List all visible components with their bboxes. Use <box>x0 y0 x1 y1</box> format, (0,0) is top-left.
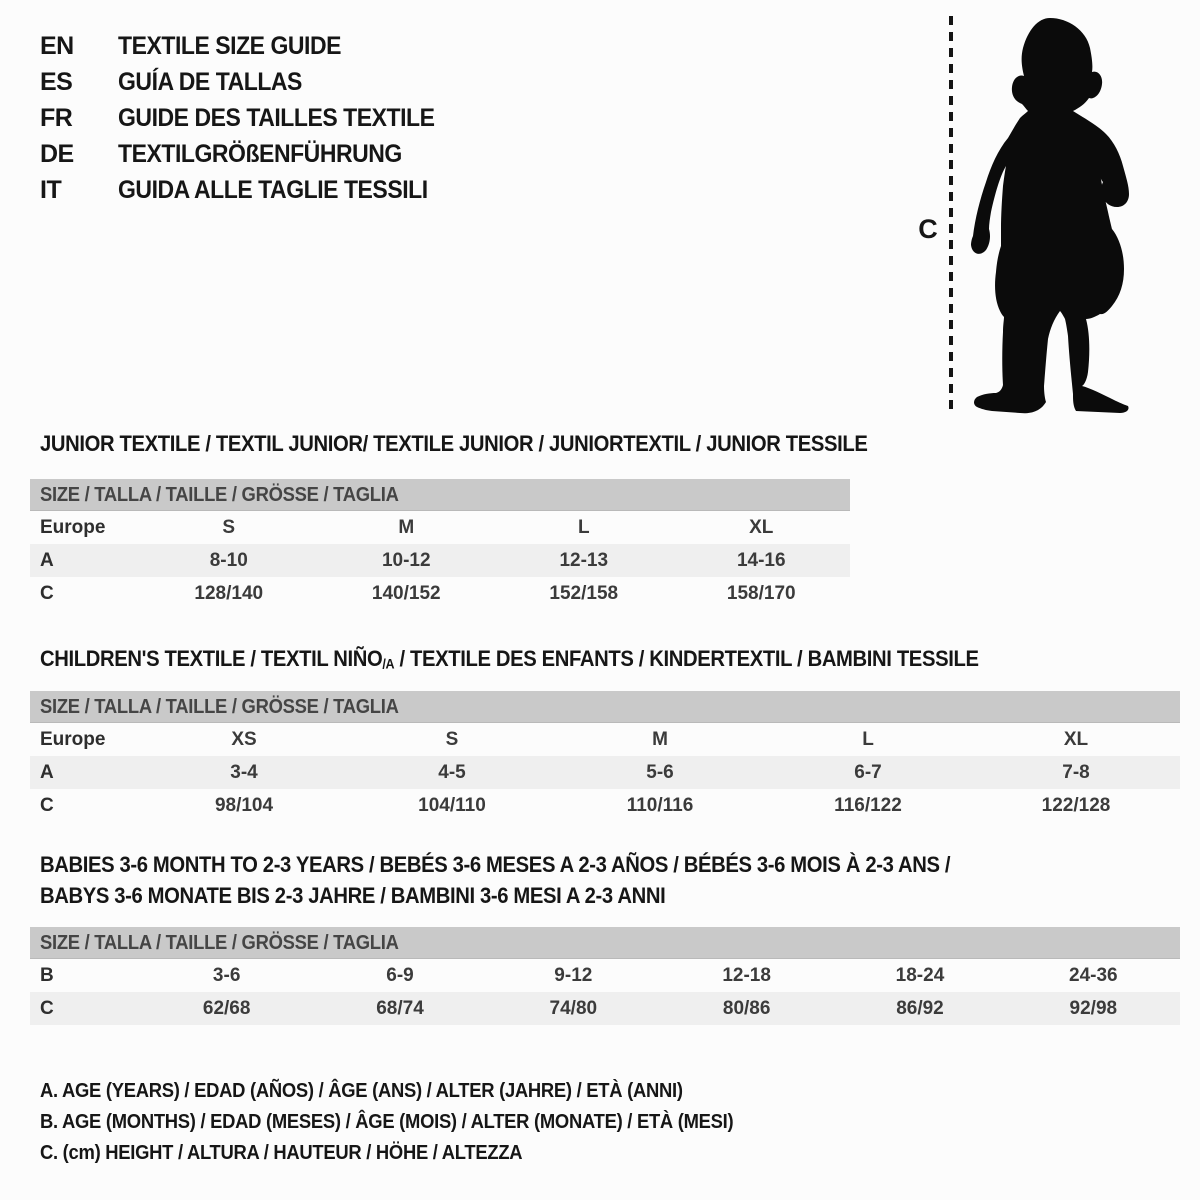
cell-value: 68/74 <box>376 997 424 1019</box>
cell-value: 74/80 <box>549 997 598 1019</box>
children-size-table <box>30 691 1180 822</box>
cell-value: 98/104 <box>214 794 274 816</box>
cell-value: 14-16 <box>736 549 786 571</box>
language-code: ES <box>40 67 73 96</box>
row-label: A <box>40 761 54 783</box>
legend-line-c-text: C. (cm) HEIGHT / ALTURA / HAUTEUR / HÖHE / ALTEZZA <box>40 1142 523 1164</box>
legend-line-b <box>40 1107 794 1138</box>
height-measure-dashed-line <box>949 16 953 416</box>
guide-title-fr: GUIDE DES TAILLES TEXTILE <box>118 103 435 132</box>
row-label: B <box>40 964 54 986</box>
junior-row-c <box>30 577 850 610</box>
cell-value: 92/98 <box>1069 997 1118 1019</box>
children-title-pre: CHILDREN'S TEXTILE / TEXTIL NIÑO <box>40 646 383 671</box>
cell-value: 3-6 <box>212 964 241 986</box>
children-title-subscript: /A <box>382 656 395 672</box>
column-header-xl: XL <box>1063 728 1089 750</box>
language-code: DE <box>40 139 74 168</box>
cell-value: 18-24 <box>895 964 945 986</box>
cell-value: 104/110 <box>418 794 486 816</box>
row-label: C <box>40 997 54 1019</box>
language-code: FR <box>40 103 73 132</box>
children-title-post: / TEXTILE DES ENFANTS / KINDERTEXTIL / BAMBINI TESSILE <box>394 646 979 671</box>
cell-value: 3-4 <box>230 761 258 783</box>
babies-row-b <box>30 959 1180 992</box>
size-header-text: SIZE / TALLA / TAILLE / GRÖSSE / TAGLIA <box>40 484 399 506</box>
cell-value: 158/170 <box>726 582 796 604</box>
column-header-s: S <box>445 728 459 750</box>
height-measure-label: C <box>918 214 938 244</box>
babies-row-c <box>30 992 1180 1025</box>
cell-value: 152/158 <box>549 582 619 604</box>
toddler-silhouette-icon <box>962 14 1140 416</box>
language-code: IT <box>40 175 62 204</box>
row-label: A <box>40 549 54 571</box>
legend-line-c <box>40 1138 794 1169</box>
size-header-text: SIZE / TALLA / TAILLE / GRÖSSE / TAGLIA <box>40 696 399 718</box>
cell-value: 6-7 <box>854 761 882 783</box>
column-header-xs: XS <box>231 728 257 750</box>
children-columns-row <box>30 723 1180 756</box>
language-row-fr <box>40 100 462 136</box>
legend-line-a <box>40 1076 794 1107</box>
language-row-it <box>40 172 462 208</box>
junior-section-title-text: JUNIOR TEXTILE / TEXTIL JUNIOR/ TEXTILE JUNIOR / JUNIORTEXTIL / JUNIOR TESSILE <box>40 431 868 456</box>
cell-value: 128/140 <box>194 582 264 604</box>
column-header-europe: Europe <box>40 728 106 750</box>
junior-columns-row <box>30 511 850 544</box>
cell-value: 10-12 <box>381 549 431 571</box>
legend-line-a-text: A. AGE (YEARS) / EDAD (AÑOS) / ÂGE (ANS) / ALTER (JAHRE) / ETÀ (ANNI) <box>40 1080 683 1102</box>
column-header-xl: XL <box>749 516 774 538</box>
cell-value: 7-8 <box>1062 761 1090 783</box>
guide-title-en: TEXTILE SIZE GUIDE <box>118 31 342 60</box>
babies-title-line2: BABYS 3-6 MONATE BIS 2-3 JAHRE / BAMBINI 3-6 MESI A 2-3 ANNI <box>40 883 666 908</box>
row-label: C <box>40 794 54 816</box>
junior-row-a <box>30 544 850 577</box>
children-row-c <box>30 789 1180 822</box>
guide-title-es: GUÍA DE TALLAS <box>118 67 302 96</box>
babies-title-line1: BABIES 3-6 MONTH TO 2-3 YEARS / BEBÉS 3-6 MESES A 2-3 AÑOS / BÉBÉS 3-6 MOIS À 2-3 ANS / <box>40 852 951 877</box>
measurement-legend <box>40 1076 794 1169</box>
guide-title-de: TEXTILGRÖßENFÜHRUNG <box>118 139 402 168</box>
children-section-title-text <box>40 646 979 672</box>
children-section-title <box>40 646 1060 672</box>
language-row-es <box>40 64 462 100</box>
cell-value: 12-18 <box>722 964 771 986</box>
column-header-europe: Europe <box>40 516 106 538</box>
language-title-list <box>40 28 462 208</box>
babies-size-table <box>30 927 1180 1025</box>
column-header-l: L <box>862 728 874 750</box>
cell-value: 140/152 <box>371 582 441 604</box>
row-label: C <box>40 582 54 604</box>
junior-size-header-bar <box>30 479 850 511</box>
junior-section-title <box>40 431 939 457</box>
babies-size-header-bar <box>30 927 1180 959</box>
cell-value: 6-9 <box>386 964 414 986</box>
cell-value: 9-12 <box>554 964 593 986</box>
column-header-m: M <box>652 728 668 750</box>
cell-value: 86/92 <box>896 997 944 1019</box>
cell-value: 12-13 <box>559 549 609 571</box>
column-header-l: L <box>577 516 590 538</box>
children-row-a <box>30 756 1180 789</box>
language-row-de <box>40 136 462 172</box>
guide-title-it: GUIDA ALLE TAGLIE TESSILI <box>118 175 428 204</box>
cell-value: 24-36 <box>1069 964 1118 986</box>
cell-value: 122/128 <box>1041 794 1111 816</box>
junior-size-table <box>30 479 850 610</box>
language-code: EN <box>40 31 74 60</box>
cell-value: 62/68 <box>202 997 251 1019</box>
cell-value: 8-10 <box>209 549 248 571</box>
cell-value: 116/122 <box>834 794 902 816</box>
cell-value: 110/116 <box>626 794 694 816</box>
column-header-m: M <box>398 516 415 538</box>
language-row-en <box>40 28 462 64</box>
legend-line-b-text: B. AGE (MONTHS) / EDAD (MESES) / ÂGE (MOIS) / ALTER (MONATE) / ETÀ (MESI) <box>40 1111 734 1133</box>
cell-value: 80/86 <box>722 997 771 1019</box>
babies-section-title <box>40 849 1029 911</box>
cell-value: 5-6 <box>646 761 674 783</box>
children-size-header-bar <box>30 691 1180 723</box>
column-header-s: S <box>222 516 236 538</box>
size-header-text: SIZE / TALLA / TAILLE / GRÖSSE / TAGLIA <box>40 932 399 954</box>
cell-value: 4-5 <box>438 761 466 783</box>
